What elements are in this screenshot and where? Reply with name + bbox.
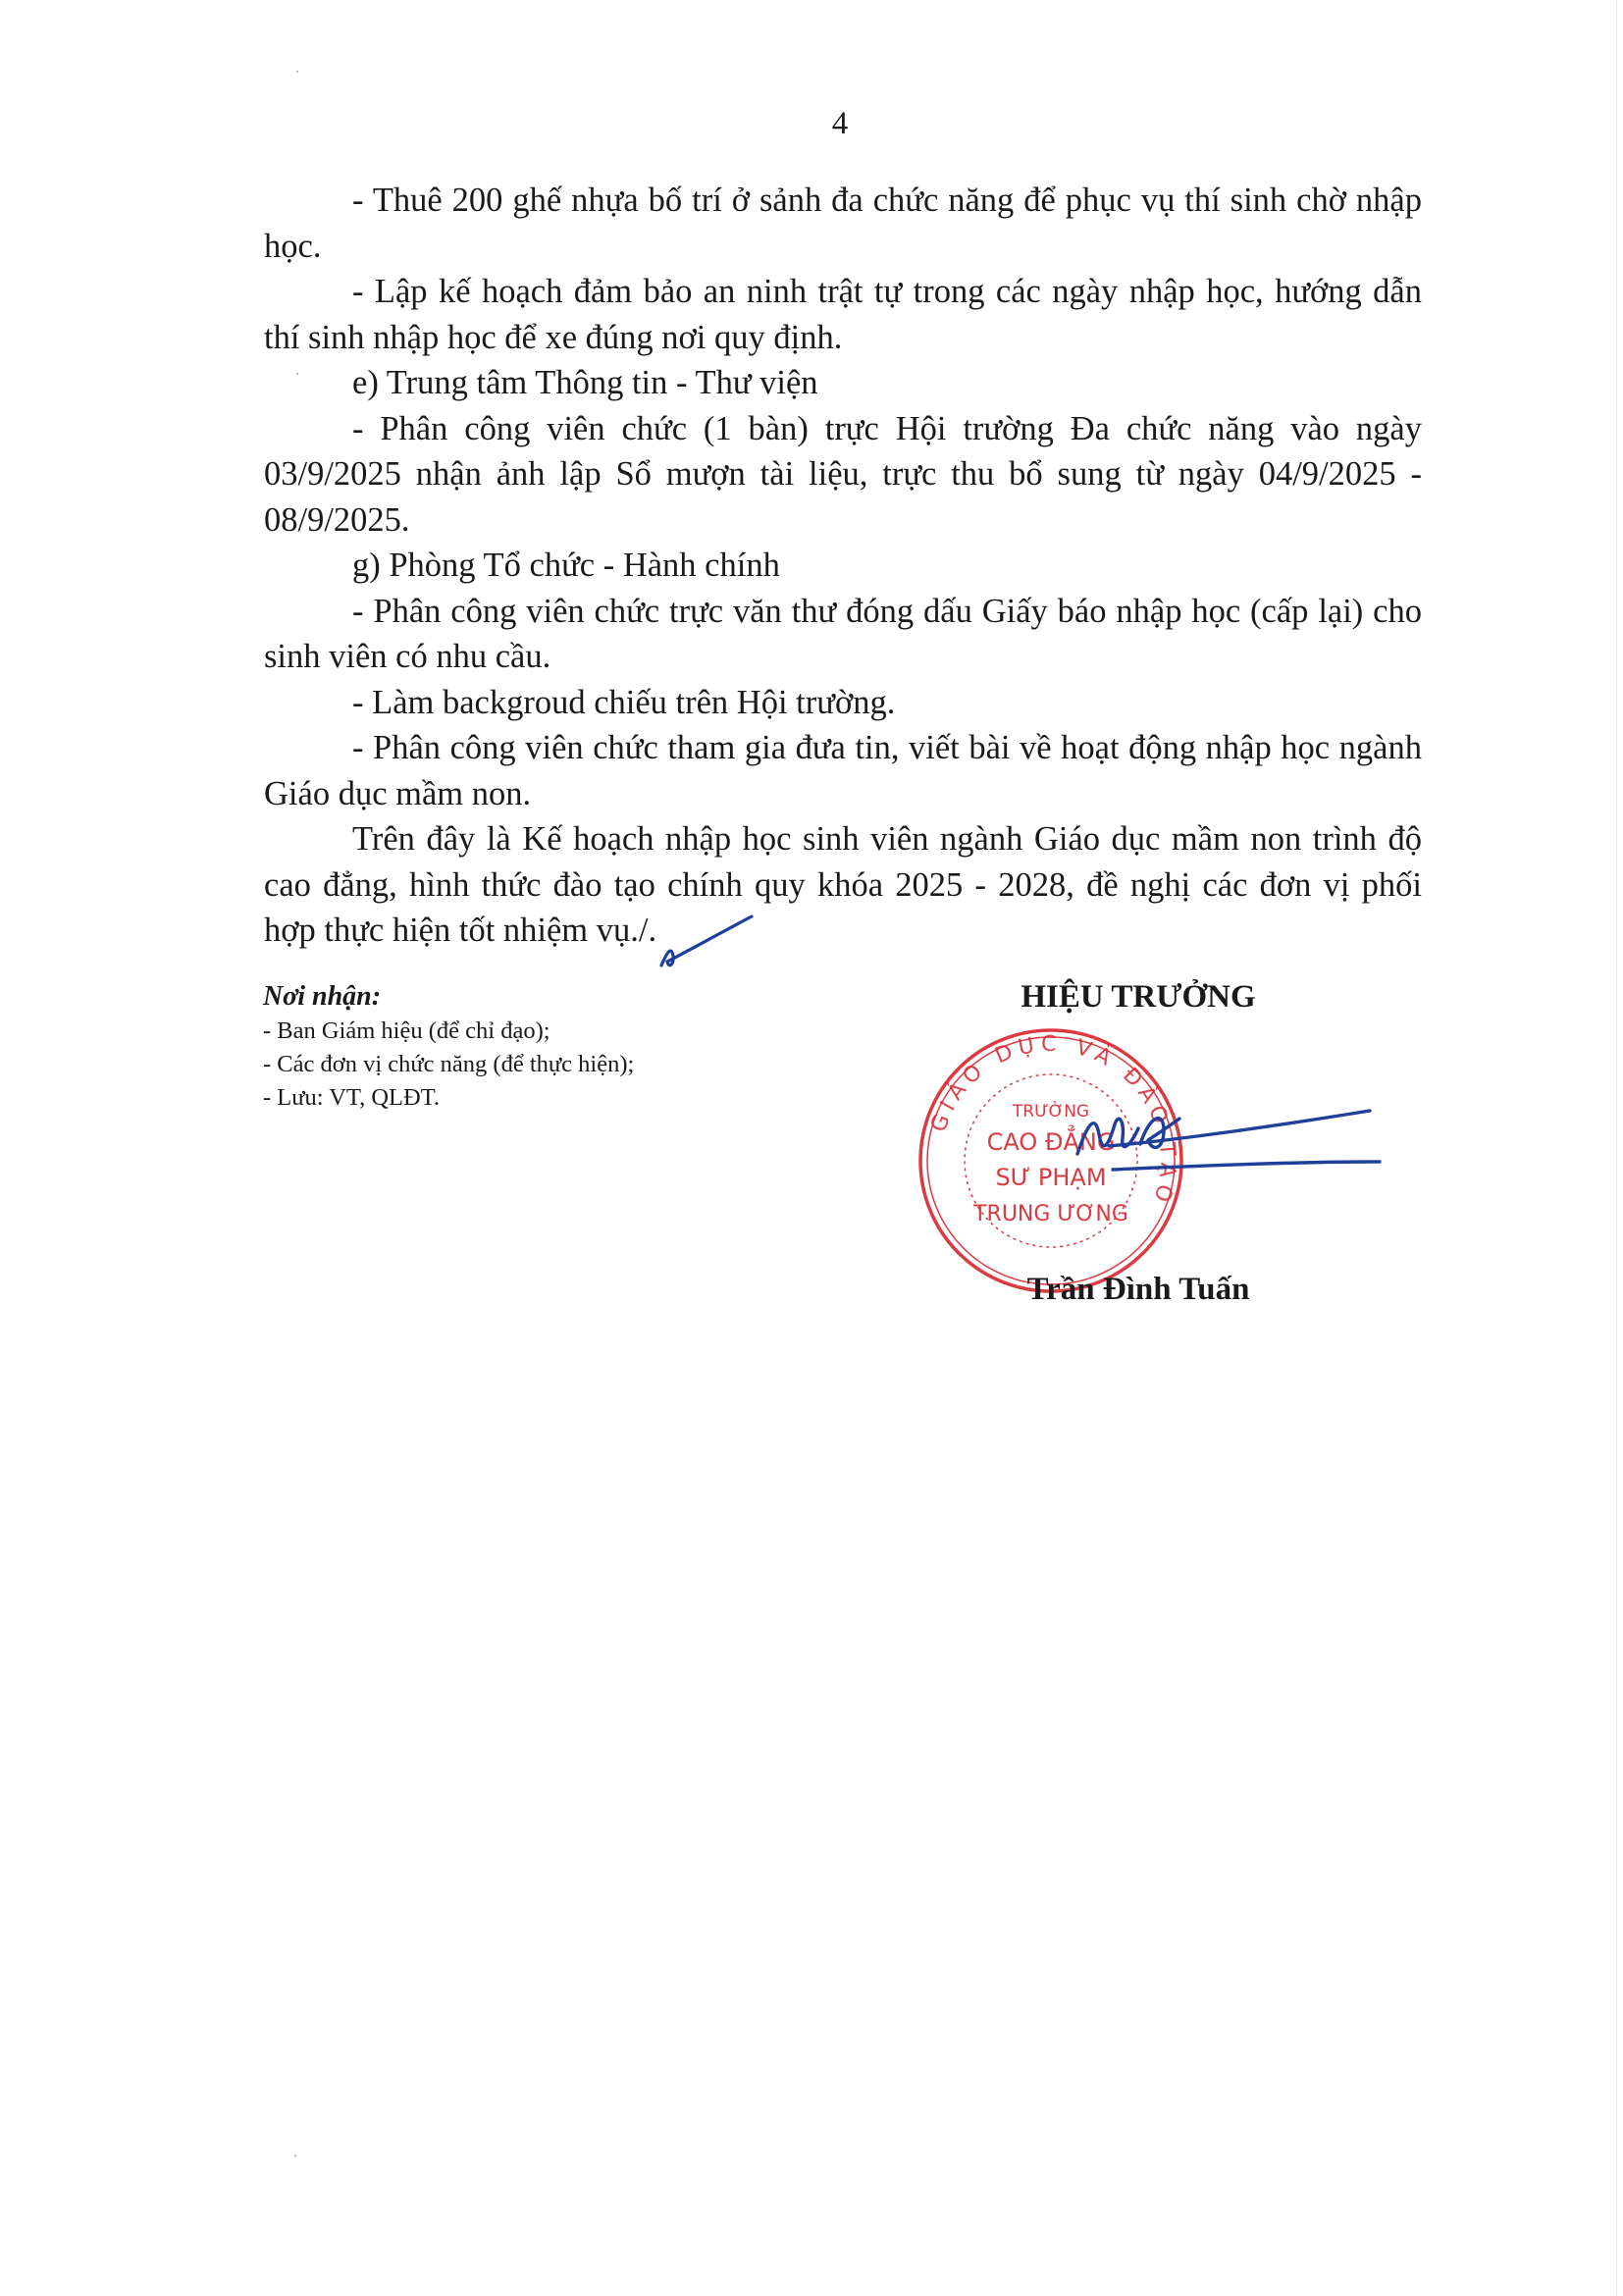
recipient-item: - Lưu: VT, QLĐT. bbox=[263, 1084, 440, 1111]
recipient-item: - Ban Giám hiệu (để chỉ đạo); bbox=[263, 1018, 550, 1044]
closing-paragraph: Trên đây là Kế hoạch nhập học sinh viên ngành Giáo dục mầm non trình độ cao đẳng, hình thức đào tạo chính quy khóa 2025 - 2028, đề nghị các đơn vị phối hợp thực hiện tốt nhiệm vụ./. bbox=[264, 820, 1422, 949]
page-number: 4 bbox=[831, 106, 849, 141]
section-heading: e) Trung tâm Thông tin - Thư viện bbox=[352, 364, 818, 401]
handwritten-signature bbox=[1070, 1085, 1384, 1179]
signer-name: Trần Đình Tuấn bbox=[1026, 1272, 1250, 1307]
seal-line: TRUNG ƯƠNG bbox=[973, 1202, 1128, 1226]
page-edge bbox=[1616, 0, 1617, 2296]
scan-speck bbox=[296, 71, 298, 73]
recipient-item: - Các đơn vị chức năng (để thực hiện); bbox=[263, 1051, 635, 1077]
seal-line: SƯ PHẠM bbox=[995, 1164, 1107, 1191]
scan-speck bbox=[294, 2155, 296, 2157]
signer-title: HIỆU TRƯỞNG bbox=[1021, 979, 1256, 1015]
paragraph: - Lập kế hoạch đảm bảo an ninh trật tự trong các ngày nhập học, hướng dẫn thí sinh nhập học để xe đúng nơi quy định. bbox=[264, 273, 1422, 356]
recipients-block bbox=[263, 979, 852, 1115]
initials-mark bbox=[657, 913, 756, 973]
seal-line: CAO ĐẲNG bbox=[986, 1128, 1116, 1156]
section-heading: g) Phòng Tổ chức - Hành chính bbox=[352, 547, 780, 584]
seal-line: TRƯỜNG bbox=[1012, 1102, 1090, 1122]
paragraph: - Phân công viên chức trực văn thư đóng dấu Giấy báo nhập học (cấp lại) cho sinh viên có nhu cầu. bbox=[264, 592, 1422, 675]
paragraph: - Làm backgroud chiếu trên Hội trường. bbox=[352, 683, 896, 721]
seal-ring-text: GIÁO DỤC VÀ ĐÀO TẠO bbox=[926, 1031, 1180, 1211]
paragraph: - Phân công viên chức tham gia đưa tin, viết bài về hoạt động nhập học ngành Giáo dục mầm non. bbox=[264, 729, 1422, 812]
paragraph: - Thuê 200 ghế nhựa bố trí ở sảnh đa chức năng để phục vụ thí sinh chờ nhập học. bbox=[264, 182, 1422, 265]
recipients-heading: Nơi nhận: bbox=[263, 981, 382, 1012]
paragraph: - Phân công viên chức (1 bàn) trực Hội trường Đa chức năng vào ngày 03/9/2025 nhận ảnh lập Sổ mượn tài liệu, trực thu bổ sung từ ngày 04/9/2025 - 08/9/2025. bbox=[264, 409, 1422, 539]
document-body bbox=[264, 178, 1422, 954]
